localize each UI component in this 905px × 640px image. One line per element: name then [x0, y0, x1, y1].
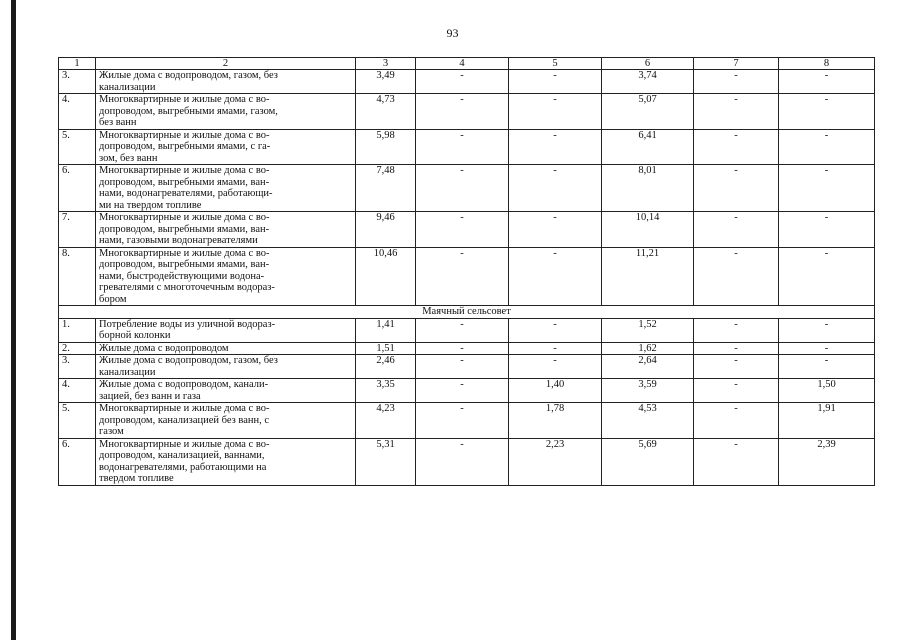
table-row: [59, 129, 875, 165]
row-number-cell: 4.: [59, 94, 96, 130]
col8-value-cell: -: [779, 165, 875, 212]
table-row: [59, 70, 875, 94]
col5-value-cell: -: [509, 129, 602, 165]
row-number-cell: 6.: [59, 438, 96, 485]
col3-value-cell: 3,35: [356, 379, 416, 403]
col3-value-cell: 9,46: [356, 212, 416, 248]
col7-value-cell: -: [694, 94, 779, 130]
col6-value-cell: 6,41: [602, 129, 694, 165]
col6-value-cell: 11,21: [602, 247, 694, 306]
data-table: [58, 57, 875, 486]
col8-value-cell: -: [779, 70, 875, 94]
col3-value-cell: 1,41: [356, 318, 416, 342]
table-row: [59, 355, 875, 379]
description-cell: Многоквартирные и жилые дома с во- допроводом, выгребными ямами, с га- зом, без ванн: [96, 129, 356, 165]
col8-value-cell: 2,39: [779, 438, 875, 485]
col3-value-cell: 3,49: [356, 70, 416, 94]
col4-value-cell: -: [416, 94, 509, 130]
row-number-cell: 6.: [59, 165, 96, 212]
col8-value-cell: 1,50: [779, 379, 875, 403]
col8-value-cell: -: [779, 94, 875, 130]
description-cell: Жилые дома с водопроводом, канали- зацией, без ванн и газа: [96, 379, 356, 403]
column-header: 2: [96, 58, 356, 70]
col7-value-cell: -: [694, 247, 779, 306]
column-header: 5: [509, 58, 602, 70]
table-row: [59, 165, 875, 212]
table-row: [59, 438, 875, 485]
description-cell: Многоквартирные и жилые дома с во- допроводом, канализацией, ваннами, водонагревателями, работающими на твердом топливе: [96, 438, 356, 485]
column-header: 1: [59, 58, 96, 70]
col6-value-cell: 3,74: [602, 70, 694, 94]
table-row: [59, 247, 875, 306]
table-row: [59, 342, 875, 355]
section-row: [59, 306, 875, 319]
table-body: [59, 70, 875, 486]
col8-value-cell: -: [779, 129, 875, 165]
col5-value-cell: -: [509, 318, 602, 342]
table-row: [59, 94, 875, 130]
row-number-cell: 7.: [59, 212, 96, 248]
col5-value-cell: -: [509, 212, 602, 248]
col3-value-cell: 5,98: [356, 129, 416, 165]
col8-value-cell: -: [779, 212, 875, 248]
table-row: [59, 403, 875, 439]
col5-value-cell: 1,40: [509, 379, 602, 403]
col6-value-cell: 8,01: [602, 165, 694, 212]
col6-value-cell: 3,59: [602, 379, 694, 403]
scan-edge-line: [11, 0, 16, 640]
description-cell: Многоквартирные и жилые дома с во- допроводом, выгребными ямами, ван- нами, водонагревателями, работающи- ми на твердом топливе: [96, 165, 356, 212]
col5-value-cell: -: [509, 342, 602, 355]
row-number-cell: 3.: [59, 70, 96, 94]
col7-value-cell: -: [694, 318, 779, 342]
column-header: 4: [416, 58, 509, 70]
col4-value-cell: -: [416, 70, 509, 94]
col3-value-cell: 1,51: [356, 342, 416, 355]
col6-value-cell: 5,69: [602, 438, 694, 485]
page-number: 93: [446, 26, 459, 40]
col4-value-cell: -: [416, 438, 509, 485]
col8-value-cell: -: [779, 247, 875, 306]
col7-value-cell: -: [694, 379, 779, 403]
row-number-cell: 8.: [59, 247, 96, 306]
description-cell: Жилые дома с водопроводом, газом, без канализации: [96, 355, 356, 379]
col5-value-cell: -: [509, 70, 602, 94]
col7-value-cell: -: [694, 355, 779, 379]
row-number-cell: 1.: [59, 318, 96, 342]
col3-value-cell: 4,73: [356, 94, 416, 130]
description-cell: Многоквартирные и жилые дома с во- допроводом, канализацией без ванн, с газом: [96, 403, 356, 439]
col6-value-cell: 5,07: [602, 94, 694, 130]
section-title: Маячный сельсовет: [59, 306, 875, 319]
col4-value-cell: -: [416, 165, 509, 212]
col4-value-cell: -: [416, 318, 509, 342]
row-number-cell: 4.: [59, 379, 96, 403]
col8-value-cell: 1,91: [779, 403, 875, 439]
col4-value-cell: -: [416, 212, 509, 248]
table-row: [59, 318, 875, 342]
col7-value-cell: -: [694, 438, 779, 485]
table-row: [59, 379, 875, 403]
col5-value-cell: 2,23: [509, 438, 602, 485]
col6-value-cell: 4,53: [602, 403, 694, 439]
header-row: [59, 58, 875, 70]
row-number-cell: 5.: [59, 129, 96, 165]
col8-value-cell: -: [779, 318, 875, 342]
col8-value-cell: -: [779, 342, 875, 355]
description-cell: Жилые дома с водопроводом, газом, без канализации: [96, 70, 356, 94]
column-header: 8: [779, 58, 875, 70]
description-cell: Многоквартирные и жилые дома с во- допроводом, выгребными ямами, газом, без ванн: [96, 94, 356, 130]
description-cell: Жилые дома с водопроводом: [96, 342, 356, 355]
col4-value-cell: -: [416, 342, 509, 355]
col7-value-cell: -: [694, 212, 779, 248]
row-number-cell: 2.: [59, 342, 96, 355]
col3-value-cell: 4,23: [356, 403, 416, 439]
column-header: 6: [602, 58, 694, 70]
column-header: 7: [694, 58, 779, 70]
col5-value-cell: -: [509, 355, 602, 379]
col3-value-cell: 2,46: [356, 355, 416, 379]
col3-value-cell: 5,31: [356, 438, 416, 485]
col5-value-cell: -: [509, 247, 602, 306]
table-row: [59, 212, 875, 248]
description-cell: Потребление воды из уличной водораз- борной колонки: [96, 318, 356, 342]
col5-value-cell: -: [509, 165, 602, 212]
col4-value-cell: -: [416, 355, 509, 379]
col8-value-cell: -: [779, 355, 875, 379]
col7-value-cell: -: [694, 70, 779, 94]
description-cell: Многоквартирные и жилые дома с во- допроводом, выгребными ямами, ван- нами, газовыми водонагревателями: [96, 212, 356, 248]
row-number-cell: 3.: [59, 355, 96, 379]
column-header: 3: [356, 58, 416, 70]
col3-value-cell: 7,48: [356, 165, 416, 212]
col4-value-cell: -: [416, 129, 509, 165]
col4-value-cell: -: [416, 379, 509, 403]
col6-value-cell: 1,52: [602, 318, 694, 342]
col5-value-cell: 1,78: [509, 403, 602, 439]
col5-value-cell: -: [509, 94, 602, 130]
description-cell: Многоквартирные и жилые дома с во- допроводом, выгребными ямами, ван- нами, быстродействующими водона- гревателями с многоточечным водораз- бором: [96, 247, 356, 306]
col6-value-cell: 10,14: [602, 212, 694, 248]
col7-value-cell: -: [694, 403, 779, 439]
col4-value-cell: -: [416, 247, 509, 306]
col6-value-cell: 2,64: [602, 355, 694, 379]
col3-value-cell: 10,46: [356, 247, 416, 306]
col7-value-cell: -: [694, 129, 779, 165]
row-number-cell: 5.: [59, 403, 96, 439]
col7-value-cell: -: [694, 342, 779, 355]
col4-value-cell: -: [416, 403, 509, 439]
col7-value-cell: -: [694, 165, 779, 212]
col6-value-cell: 1,62: [602, 342, 694, 355]
